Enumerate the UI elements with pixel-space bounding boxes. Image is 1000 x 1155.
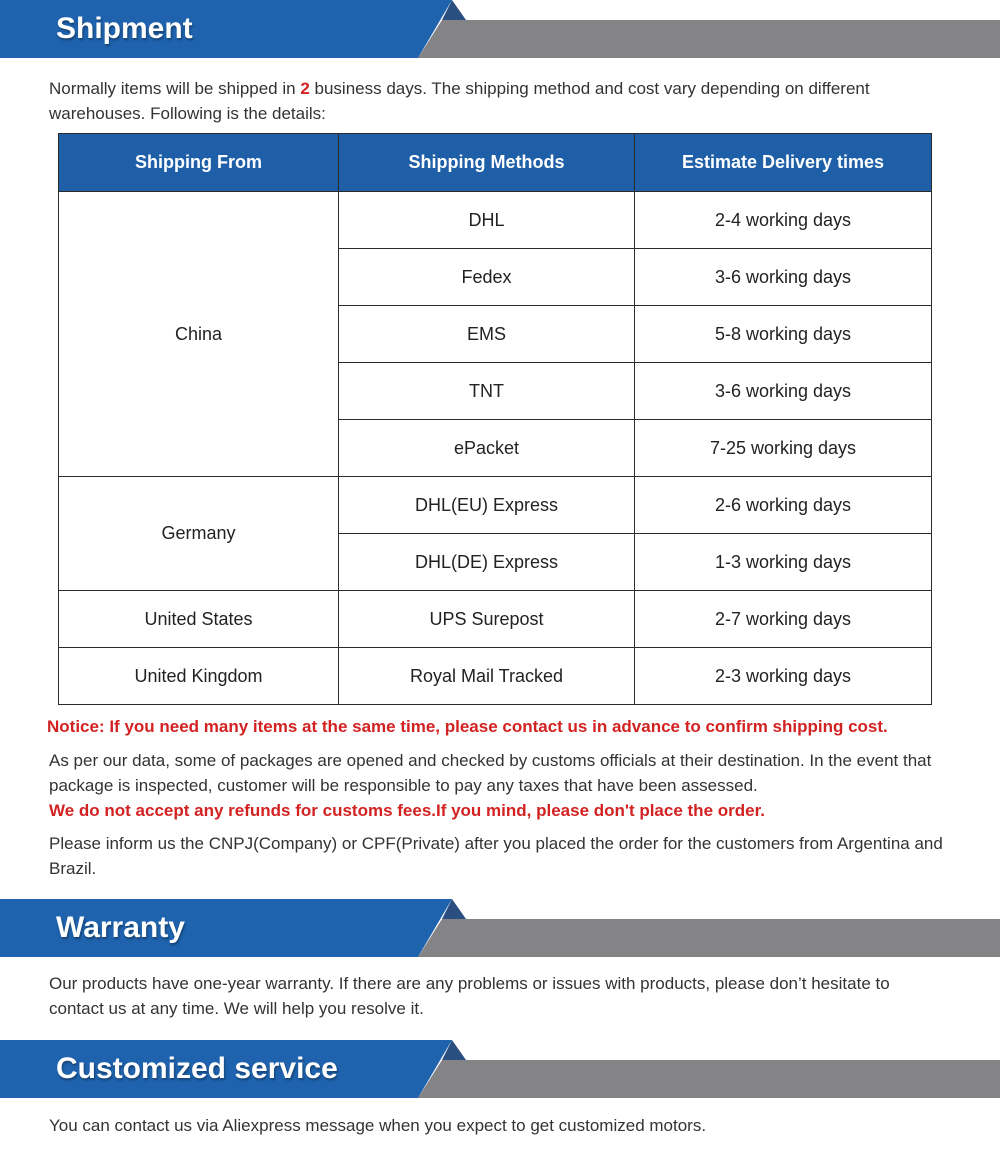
header-delivery-times: Estimate Delivery times: [635, 134, 932, 192]
method-cell: DHL: [339, 192, 635, 249]
table-header-row: [59, 134, 932, 192]
method-cell: Fedex: [339, 249, 635, 306]
from-cell: United Kingdom: [59, 648, 339, 705]
table-row: [59, 648, 932, 705]
method-cell: UPS Surepost: [339, 591, 635, 648]
customized-title: Customized service: [56, 1052, 338, 1085]
method-cell: DHL(EU) Express: [339, 477, 635, 534]
time-cell: 2-7 working days: [635, 591, 932, 648]
table-row: [59, 591, 932, 648]
table-row: [59, 192, 932, 249]
method-cell: Royal Mail Tracked: [339, 648, 635, 705]
time-cell: 3-6 working days: [635, 363, 932, 420]
shipping-table: [58, 133, 932, 705]
customized-banner: [0, 1040, 1000, 1098]
method-cell: EMS: [339, 306, 635, 363]
time-cell: 2-3 working days: [635, 648, 932, 705]
table-row: [59, 477, 932, 534]
method-cell: DHL(DE) Express: [339, 534, 635, 591]
header-shipping-from: Shipping From: [59, 134, 339, 192]
warranty-title: Warranty: [56, 911, 185, 944]
warranty-banner: [0, 899, 1000, 957]
cnpj-paragraph: Please inform us the CNPJ(Company) or CPF(Private) after you placed the order for the customers from Argentina and Brazil.: [49, 834, 943, 878]
method-cell: TNT: [339, 363, 635, 420]
warranty-text: Our products have one-year warranty. If there are any problems or issues with products, please don’t hesitate to contact us at any time. We will help you resolve it.: [49, 974, 890, 1018]
time-cell: 2-4 working days: [635, 192, 932, 249]
time-cell: 7-25 working days: [635, 420, 932, 477]
header-shipping-methods: Shipping Methods: [339, 134, 635, 192]
shipment-intro: [49, 76, 949, 126]
time-cell: 1-3 working days: [635, 534, 932, 591]
method-cell: ePacket: [339, 420, 635, 477]
intro-days-highlight: 2: [300, 79, 310, 98]
time-cell: 5-8 working days: [635, 306, 932, 363]
time-cell: 2-6 working days: [635, 477, 932, 534]
customs-text: As per our data, some of packages are opened and checked by customs officials at their destination. In the event that package is inspected, customer will be responsible to pay any taxes that have been assessed.: [49, 751, 932, 795]
customs-paragraph: [49, 748, 949, 823]
intro-text-start: Normally items will be shipped in: [49, 79, 301, 98]
shipment-banner: [0, 0, 1000, 58]
from-cell: Germany: [59, 477, 339, 591]
time-cell: 3-6 working days: [635, 249, 932, 306]
refund-warning: We do not accept any refunds for customs fees.If you mind, please don't place the order.: [49, 801, 765, 820]
from-cell: United States: [59, 591, 339, 648]
intro-text-end: business days. The shipping method and cost vary depending on different warehouses. Following is the details:: [49, 79, 870, 123]
customized-text: You can contact us via Aliexpress message when you expect to get customized motors.: [49, 1116, 707, 1135]
shipment-title: Shipment: [56, 12, 193, 45]
from-cell: China: [59, 192, 339, 477]
shipping-notice: Notice: If you need many items at the same time, please contact us in advance to confirm shipping cost.: [47, 717, 888, 736]
